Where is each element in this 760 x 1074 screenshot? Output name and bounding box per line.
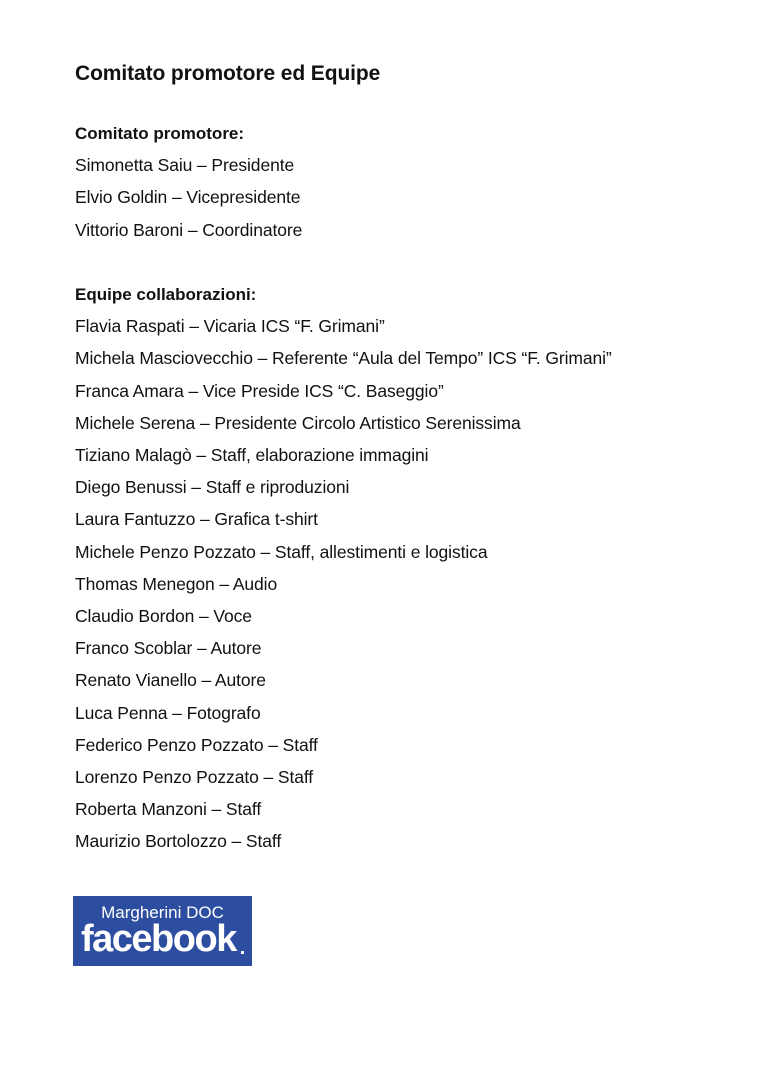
member-line: Thomas Menegon – Audio: [75, 574, 278, 594]
member-line: Diego Benussi – Staff e riproduzioni: [75, 477, 350, 497]
member-line: Renato Vianello – Autore: [75, 670, 266, 690]
member-line: Laura Fantuzzo – Grafica t-shirt: [75, 509, 318, 529]
page-title: Comitato promotore ed Equipe: [75, 62, 381, 85]
logo-dot-icon: [241, 951, 244, 954]
member-line: Claudio Bordon – Voce: [75, 606, 252, 626]
logo-top-text: Margherini DOC: [101, 903, 224, 922]
member-line: Simonetta Saiu – Presidente: [75, 155, 295, 175]
member-line: Michele Penzo Pozzato – Staff, allestimenti e logistica: [75, 542, 488, 562]
member-line: Flavia Raspati – Vicaria ICS “F. Grimani”: [75, 316, 385, 336]
member-line: Franco Scoblar – Autore: [75, 638, 262, 658]
member-line: Maurizio Bortolozzo – Staff: [75, 831, 282, 851]
facebook-wordmark: facebook: [81, 918, 236, 960]
member-line: Franca Amara – Vice Preside ICS “C. Baseggio”: [75, 381, 444, 401]
facebook-logo-link[interactable]: [73, 896, 252, 966]
section-heading-equipe: Equipe collaborazioni:: [75, 285, 257, 304]
member-line: Federico Penzo Pozzato – Staff: [75, 735, 318, 755]
section-heading-comitato: Comitato promotore:: [75, 124, 245, 143]
member-line: Michela Masciovecchio – Referente “Aula del Tempo” ICS “F. Grimani”: [75, 348, 612, 368]
member-line: Roberta Manzoni – Staff: [75, 799, 262, 819]
member-line: Michele Serena – Presidente Circolo Artistico Serenissima: [75, 413, 521, 433]
member-line: Lorenzo Penzo Pozzato – Staff: [75, 767, 314, 787]
member-line: Elvio Goldin – Vicepresidente: [75, 187, 301, 207]
member-line: Tiziano Malagò – Staff, elaborazione immagini: [75, 445, 429, 465]
member-line: Vittorio Baroni – Coordinatore: [75, 220, 303, 240]
member-line: Luca Penna – Fotografo: [75, 703, 261, 723]
